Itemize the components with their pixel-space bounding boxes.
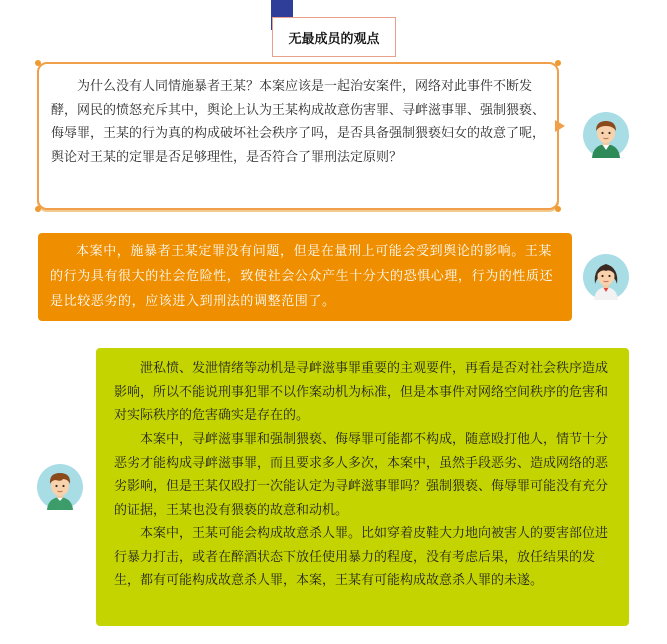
speech-tail: [555, 120, 565, 132]
opinion-paragraph-1: 泄私愤、发泄情绪等动机是寻衅滋事罪重要的主观要件，再看是否对社会秩序造成影响，所以不能说刑事犯罪不以作案动机为标准，但是本事件对网络空间秩序的危害和对实际秩序的危害确实是存在的。: [114, 361, 609, 423]
corner-dot: [35, 60, 41, 66]
opinion-text-1: 为什么没有人同情施暴者王某？本案应该是一起治安案件，网络对此事件不断发酵，网民的愤怒充斥其中，舆论上认为王某构成故意伤害罪、寻衅滋事罪、强制猥亵、侮辱罪，王某的行为真的构成破坏社会秩序了吗，是否具备强制猥亵妇女的故意了呢，舆论对王某的定罪是否足够理性，是否符合了罪刑法定原则？: [51, 79, 546, 165]
opinion-paragraph-2: 本案中，寻衅滋事罪和强制猥亵、侮辱罪可能都不构成，随意殴打他人，情节十分恶劣才能构成寻衅滋事罪，而且要求多人多次，本案中，虽然手段恶劣、造成网络的恶劣影响，但是王某仅殴打一次能认定为寻衅滋事罪吗？强制猥亵、侮辱罪可能没有充分的证据，王某也没有猥亵的故意和动机。: [114, 432, 609, 518]
opinion-card-2: [38, 233, 572, 321]
corner-dot: [555, 206, 561, 212]
male-avatar: [583, 112, 629, 158]
corner-dot: [555, 60, 561, 66]
opinion-card-1: [37, 62, 559, 210]
opinion-text-2: 本案中，施暴者王某定罪没有问题，但是在量刑上可能会受到舆论的影响。王某的行为具有很大的社会危险性，致使社会公众产生十分大的恐惧心理，行为的性质还是比较恶劣的，应该进入到刑法的调整范围了。: [50, 244, 554, 309]
opinion-card-3: [96, 348, 629, 626]
opinion-paragraph-3: 本案中，王某可能会构成故意杀人罪。比如穿着皮鞋大力地向被害人的要害部位进行暴力打击，或者在醉酒状态下放任使用暴力的程度，没有考虑后果，放任结果的发生，都有可能构成故意杀人罪，本案，王某有可能构成故意杀人罪的未遂。: [114, 526, 609, 588]
female-avatar: [583, 254, 629, 300]
boy-avatar: [37, 464, 83, 510]
section-title-text: 无最成员的观点: [288, 31, 380, 47]
corner-dot: [35, 206, 41, 212]
section-title: [272, 17, 396, 57]
